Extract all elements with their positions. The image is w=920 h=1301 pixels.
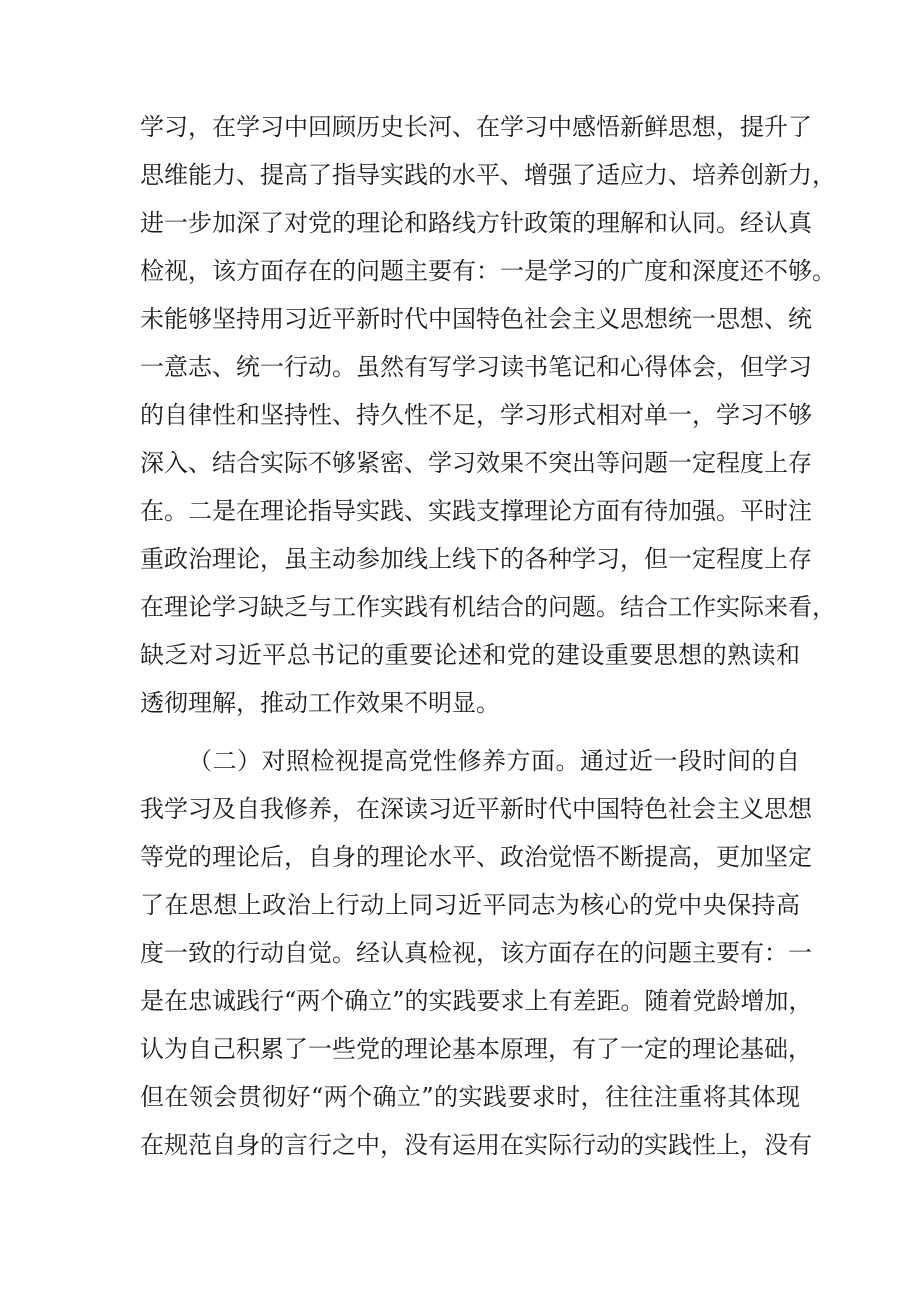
paragraph-line: 未能够坚持用习近平新时代中国特色社会主义思想统一思想、统 bbox=[140, 305, 812, 333]
paragraph-line: 透彻理解，推动工作效果不明显。 bbox=[140, 689, 500, 717]
paragraph-line: 进一步加深了对党的理论和路线方针政策的理解和认同。经认真 bbox=[140, 209, 812, 237]
paragraph-line: 深入、结合实际不够紧密、学习效果不突出等问题一定程度上存 bbox=[140, 449, 812, 477]
paragraph-line: 在理论学习缺乏与工作实践有机结合的问题。结合工作实际来看， bbox=[140, 593, 836, 621]
paragraph-line: 在。二是在理论指导实践、实践支撑理论方面有待加强。平时注 bbox=[140, 497, 812, 525]
paragraph-line: 的自律性和坚持性、持久性不足，学习形式相对单一，学习不够 bbox=[140, 401, 812, 429]
paragraph-line: 思维能力、提高了指导实践的水平、增强了适应力、培养创新力， bbox=[140, 161, 836, 189]
paragraph-line: 但在领会贯彻好“两个确立”的实践要求时，往往注重将其体现 bbox=[140, 1083, 800, 1111]
paragraph-line: 认为自己积累了一些党的理论基本原理，有了一定的理论基础， bbox=[140, 1035, 812, 1063]
paragraph-line: 重政治理论，虽主动参加线上线下的各种学习，但一定程度上存 bbox=[140, 545, 812, 573]
paragraph-line: 是在忠诚践行“两个确立”的实践要求上有差距。随着党龄增加， bbox=[140, 987, 813, 1015]
paragraph-line: 我学习及自我修养，在深读习近平新时代中国特色社会主义思想 bbox=[140, 795, 812, 823]
paragraph-line: 在规范自身的言行之中，没有运用在实际行动的实践性上，没有 bbox=[140, 1131, 812, 1159]
paragraph-line: 等党的理论后，自身的理论水平、政治觉悟不断提高，更加坚定 bbox=[140, 843, 812, 871]
paragraph-1 bbox=[140, 103, 836, 727]
paragraph-line: 了在思想上政治上行动上同习近平同志为核心的党中央保持高 bbox=[140, 891, 800, 919]
paragraph-line: （二）对照检视提高党性修养方面。通过近一段时间的自 bbox=[188, 747, 800, 775]
paragraph-line: 学习，在学习中回顾历史长河、在学习中感悟新鲜思想，提升了 bbox=[140, 113, 812, 141]
paragraph-line: 一意志、统一行动。虽然有写学习读书笔记和心得体会，但学习 bbox=[140, 353, 812, 381]
paragraph-2 bbox=[140, 737, 813, 1169]
paragraph-line: 度一致的行动自觉。经认真检视，该方面存在的问题主要有：一 bbox=[140, 939, 812, 967]
paragraph-line: 检视，该方面存在的问题主要有：一是学习的广度和深度还不够。 bbox=[140, 257, 836, 285]
paragraph-line: 缺乏对习近平总书记的重要论述和党的建设重要思想的熟读和 bbox=[140, 641, 800, 669]
